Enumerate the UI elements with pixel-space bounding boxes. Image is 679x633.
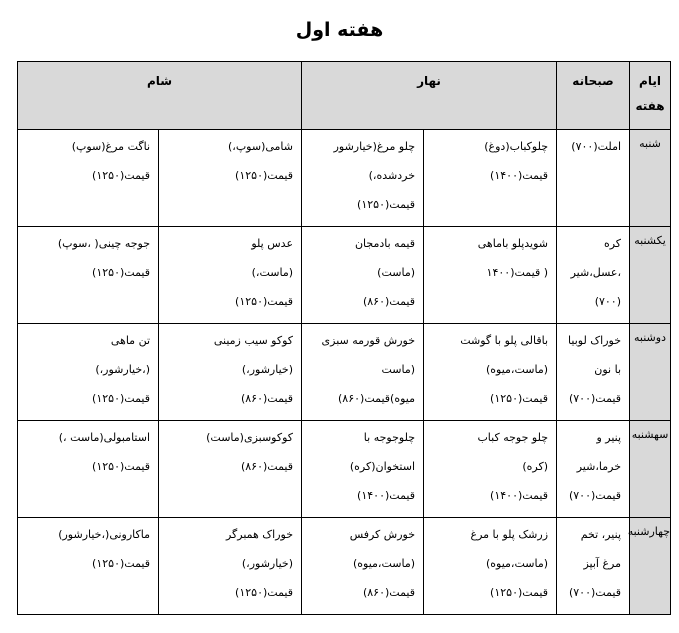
meal-line: (ماست،میوه)	[352, 557, 416, 570]
meal-line: کره	[603, 237, 622, 250]
meal-cell-lunch1	[424, 227, 557, 324]
meal-line: املت(۷۰۰)	[571, 140, 622, 153]
meal-cell-dinner1	[159, 227, 302, 324]
table-row	[18, 227, 671, 324]
meal-cell-lunch1	[424, 421, 557, 518]
meal-line: قیمت(۱۲۵۰)	[92, 557, 151, 570]
meal-line: با نون	[594, 363, 622, 376]
meal-cell-lunch1	[424, 518, 557, 615]
meal-line: چلوجوجه با	[363, 431, 416, 444]
meal-line: قیمت(۱۲۵۰)	[92, 266, 151, 279]
meal-line: چلو جوجه کباب	[477, 431, 549, 444]
meal-line: تن ماهی	[110, 334, 151, 347]
meal-line: ،عسل،شیر	[570, 266, 622, 279]
day-label: شنبه	[634, 234, 657, 247]
meal-line: ماکارونی(،خیارشور)	[58, 528, 151, 541]
meal-line: قیمت(۱۲۵۰)	[92, 460, 151, 473]
meal-line: پنیر و	[596, 431, 622, 444]
header-row	[18, 62, 671, 130]
cell-content	[302, 518, 423, 607]
table-row	[18, 518, 671, 615]
meal-line: قیمت(۱۴۰۰)	[490, 489, 549, 502]
cell-content	[302, 130, 423, 219]
cell-content	[557, 130, 629, 161]
meal-line: خورش قورمه سبزی	[321, 334, 416, 347]
day-label: شنبه	[639, 137, 661, 150]
meal-cell-lunch2	[302, 130, 424, 227]
cell-content	[424, 324, 556, 413]
cell-content	[627, 518, 671, 546]
day-cell	[630, 227, 671, 324]
meal-cell-lunch2	[302, 421, 424, 518]
meal-line: قیمت(۱۲۵۰)	[357, 198, 416, 211]
cell-content	[18, 130, 158, 190]
meal-line: جوجه چینی( ،سوپ)	[57, 237, 151, 250]
cell-content	[424, 227, 556, 287]
meal-line: قیمت(۷۰۰)	[568, 586, 622, 599]
meal-cell-dinner2	[18, 518, 159, 615]
day-label: شنبه	[631, 428, 655, 441]
cell-content	[630, 324, 670, 352]
meal-line: میوه)قیمت(۸۶۰)	[338, 392, 416, 405]
day-label: یک	[656, 234, 666, 247]
meal-line: قیمت(۷۰۰)	[568, 489, 622, 502]
meal-cell-dinner1	[159, 518, 302, 615]
table-row	[18, 421, 671, 518]
meal-cell-dinner2	[18, 130, 159, 227]
meal-line: باقالی پلو با گوشت	[460, 334, 549, 347]
day-label: شنبه	[627, 525, 650, 538]
cell-content	[630, 421, 670, 449]
header-dinner-label: شام	[146, 74, 173, 88]
meal-cell-breakfast	[557, 518, 630, 615]
meal-line: استخوان(کره)	[349, 460, 416, 473]
meal-line: قیمت(۸۶۰)	[362, 586, 416, 599]
header-lunch	[302, 62, 557, 130]
meal-line: (،خیارشور،)	[95, 363, 151, 376]
cell-content	[630, 227, 670, 255]
meal-line: قیمت(۱۲۵۰)	[92, 169, 151, 182]
meal-line: استامبولی(ماست ،)	[58, 431, 151, 444]
meal-line: (خیارشور،)	[241, 363, 294, 376]
day-label: دو	[655, 331, 666, 344]
meal-cell-dinner1	[159, 130, 302, 227]
cell-content	[18, 518, 158, 578]
cell-content	[424, 421, 556, 510]
meal-line: خوراک همبرگر	[225, 528, 294, 541]
cell-content	[630, 130, 670, 158]
meal-cell-dinner2	[18, 227, 159, 324]
meal-line: قیمت(۱۲۵۰)	[235, 295, 294, 308]
cell-content	[18, 421, 158, 481]
meal-line: خرما،شیر	[576, 460, 622, 473]
meal-line: قیمت(۱۲۵۰)	[235, 169, 294, 182]
meal-line: چلوکباب(دوغ)	[484, 140, 549, 153]
meal-line: (ماست	[381, 363, 416, 376]
cell-content	[302, 421, 423, 510]
meal-line: چلو مرغ(خیارشور	[333, 140, 416, 153]
day-cell	[627, 518, 671, 615]
meal-line: خردشده،)	[368, 169, 416, 182]
menu-body	[18, 130, 671, 615]
cell-content	[18, 324, 158, 413]
meal-cell-dinner1	[159, 324, 302, 421]
meal-line: شامی(سوپ،)	[227, 140, 294, 153]
meal-line: (کره)	[522, 460, 549, 473]
header-days-line2: هفته	[635, 99, 665, 113]
meal-cell-dinner2	[18, 421, 159, 518]
meal-cell-breakfast	[557, 227, 630, 324]
meal-line: قیمت(۱۲۵۰)	[490, 392, 549, 405]
meal-line: قیمت(۱۴۰۰)	[490, 169, 549, 182]
day-label: چهار	[649, 525, 671, 538]
day-cell	[630, 421, 671, 518]
header-breakfast	[557, 62, 630, 130]
cell-content	[557, 518, 629, 607]
header-days-line1: ایام	[639, 74, 661, 88]
cell-content	[18, 227, 158, 287]
cell-content	[424, 518, 556, 607]
cell-content	[159, 130, 301, 190]
meal-line: خوراک لوبیا	[568, 334, 622, 347]
page-title: هفته اول	[295, 19, 384, 41]
header-days	[630, 62, 671, 130]
meal-line: کوکو سیب زمینی	[213, 334, 294, 347]
meal-cell-lunch1	[424, 130, 557, 227]
meal-line: قیمت(۱۲۵۰)	[92, 392, 151, 405]
weekly-menu-table	[17, 61, 671, 615]
meal-cell-dinner1	[159, 421, 302, 518]
meal-line: (ماست)	[377, 266, 416, 279]
meal-cell-lunch2	[302, 518, 424, 615]
meal-line: زرشک پلو با مرغ	[470, 528, 549, 541]
cell-content	[159, 518, 301, 607]
cell-content	[424, 130, 556, 190]
cell-content	[557, 227, 629, 316]
meal-cell-breakfast	[557, 130, 630, 227]
cell-content	[557, 324, 629, 413]
meal-line: قیمت(۱۲۵۰)	[490, 586, 549, 599]
table-row	[18, 130, 671, 227]
meal-line: قیمت(۱۴۰۰)	[357, 489, 416, 502]
meal-line: پنیر، تخم	[580, 528, 622, 541]
meal-line: قیمت(۱۲۵۰)	[235, 586, 294, 599]
meal-line: عدس پلو	[251, 237, 294, 250]
meal-line: قیمت(۸۶۰)	[240, 392, 294, 405]
meal-line: خورش کرفس	[349, 528, 416, 541]
day-label: سه	[654, 428, 669, 441]
cell-content	[557, 421, 629, 510]
header-lunch-label: نهار	[417, 74, 441, 88]
cell-content	[302, 227, 423, 316]
meal-line: (ماست،میوه)	[485, 557, 549, 570]
meal-line: قیمه بادمجان	[354, 237, 416, 250]
meal-cell-breakfast	[557, 324, 630, 421]
meal-line: ( قیمت(۱۴۰۰	[486, 266, 549, 279]
table-row	[18, 324, 671, 421]
meal-line: قیمت(۸۶۰)	[362, 295, 416, 308]
cell-content	[302, 324, 423, 413]
header-dinner	[18, 62, 302, 130]
meal-line: (ماست،میوه)	[485, 363, 549, 376]
meal-line: (خیارشور،)	[241, 557, 294, 570]
meal-line: کوکوسبزی(ماست)	[206, 431, 294, 444]
meal-line: قیمت(۷۰۰)	[568, 392, 622, 405]
header-breakfast-label: صبحانه	[572, 74, 614, 88]
day-cell	[630, 130, 671, 227]
meal-line: ناگت مرغ(سوپ)	[71, 140, 151, 153]
day-label: شنبه	[634, 331, 656, 344]
cell-content	[159, 421, 301, 481]
meal-line: (ماست،)	[251, 266, 294, 279]
meal-cell-lunch2	[302, 324, 424, 421]
meal-line: (۷۰۰)	[594, 295, 622, 308]
meal-cell-breakfast	[557, 421, 630, 518]
meal-cell-lunch2	[302, 227, 424, 324]
cell-content	[159, 227, 301, 316]
day-cell	[630, 324, 671, 421]
meal-cell-dinner2	[18, 324, 159, 421]
cell-content	[159, 324, 301, 413]
meal-line: قیمت(۸۶۰)	[240, 460, 294, 473]
meal-line: شویدپلو باماهی	[477, 237, 549, 250]
meal-cell-lunch1	[424, 324, 557, 421]
meal-line: مرغ آبپز	[583, 557, 622, 570]
